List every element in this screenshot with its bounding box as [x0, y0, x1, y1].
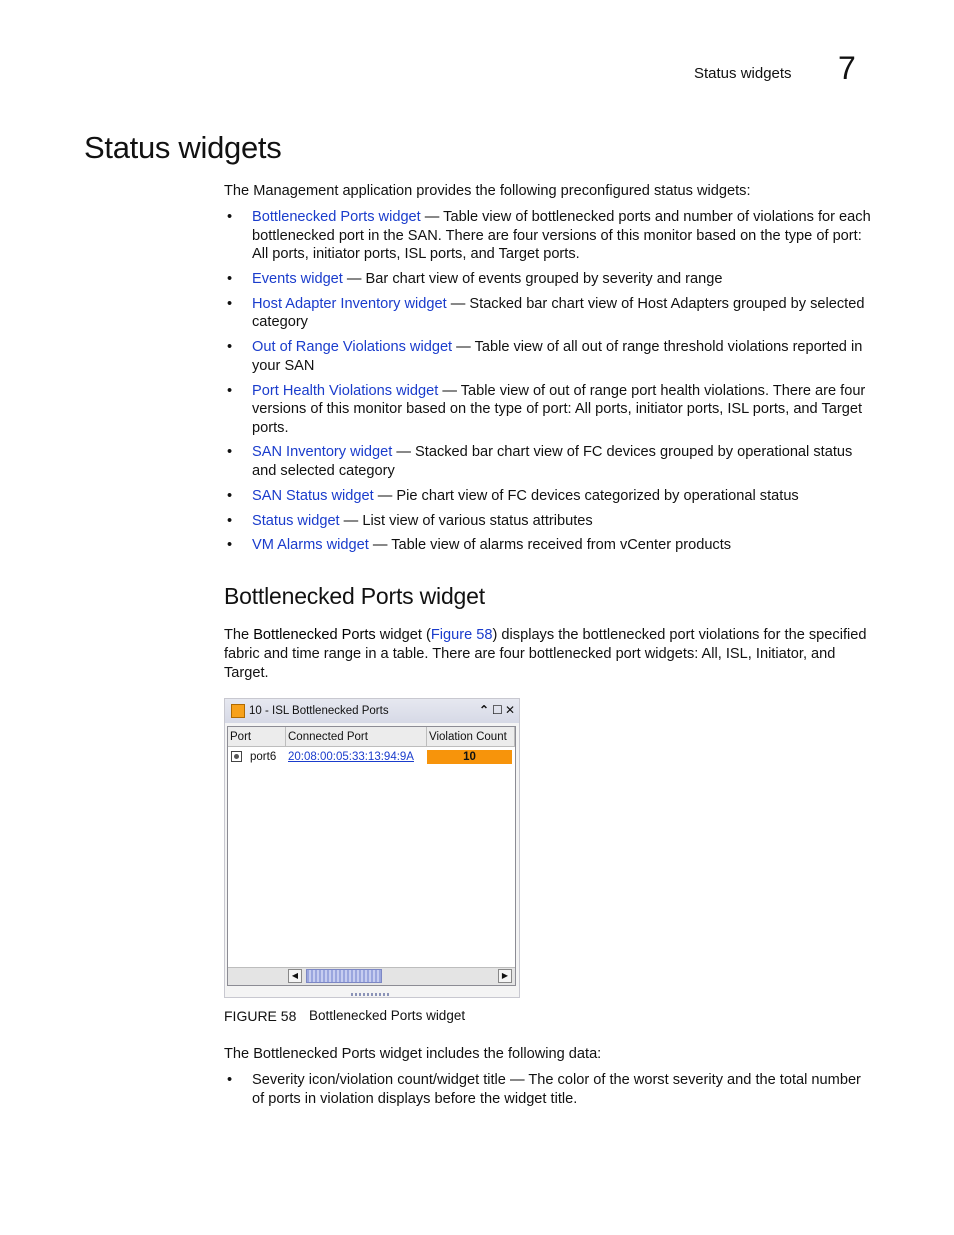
- list-item: • SAN Status widget — Pie chart view of FC devices categorized by operational status: [227, 487, 799, 504]
- violation-count-cell: 10: [427, 750, 512, 764]
- severity-icon: [231, 704, 245, 718]
- running-header-section: Status widgets: [694, 65, 792, 82]
- list-item: • Host Adapter Inventory widget — Stacked bar chart view of Host Adapters grouped by selected category: [227, 295, 865, 331]
- column-header-violation-count[interactable]: Violation Count: [427, 727, 515, 747]
- list-item: • Out of Range Violations widget — Table view of all out of range threshold violations reported in your SAN: [227, 339, 863, 374]
- port-cell: port6: [250, 751, 277, 763]
- list-item: • Status widget — List view of various status attributes: [227, 512, 593, 529]
- page-title: Status widgets: [84, 130, 282, 165]
- list-item: • Port Health Violations widget — Table view of out of range port health violations. There are four versions of this monitor based on the type of port: All ports, initiator ports, ISL ports, and Target ports.: [227, 382, 866, 436]
- collapse-icon[interactable]: ⌃: [479, 703, 490, 717]
- port-icon: [231, 751, 242, 762]
- list-item: • VM Alarms widget — Table view of alarms received from vCenter products: [227, 537, 732, 554]
- widget-title: 10 - ISL Bottlenecked Ports: [249, 705, 389, 717]
- host-adapter-inventory-link[interactable]: Host Adapter Inventory widget: [252, 295, 447, 312]
- vm-alarms-link[interactable]: VM Alarms widget: [252, 537, 369, 554]
- column-header-port[interactable]: Port: [228, 727, 286, 747]
- scroll-left-icon[interactable]: ◀: [288, 969, 302, 983]
- list-item: • Severity icon/violation count/widget title — The color of the worst severity and the total number of ports in violation displays before the widget title.: [227, 1072, 861, 1107]
- close-icon[interactable]: ✕: [505, 703, 516, 717]
- list-item: • Bottlenecked Ports widget — Table view of bottlenecked ports and number of violations for each bottlenecked port in the SAN. There are four versions of this monitor based on the type of port: All ports, initiator ports, ISL ports, and Target ports.: [227, 209, 871, 263]
- figure-number: FIGURE 58: [224, 1008, 297, 1024]
- running-header-chapter-number: 7: [838, 50, 856, 86]
- data-list: [224, 1071, 874, 1109]
- san-inventory-link[interactable]: SAN Inventory widget: [252, 444, 393, 461]
- bottlenecked-ports-widget: [224, 698, 520, 998]
- port-health-violations-link[interactable]: Port Health Violations widget: [252, 382, 439, 399]
- resize-grip-icon[interactable]: [351, 993, 391, 996]
- san-status-link[interactable]: SAN Status widget: [252, 487, 374, 504]
- intro-paragraph: The Management application provides the following preconfigured status widgets:: [224, 183, 751, 199]
- connected-port-link[interactable]: 20:08:00:05:33:13:94:9A: [288, 751, 414, 763]
- figure-58-link[interactable]: Figure 58: [430, 627, 493, 643]
- widget-list: [224, 208, 874, 561]
- column-header-connected-port[interactable]: Connected Port: [286, 727, 427, 747]
- section-heading: Bottlenecked Ports widget: [224, 583, 485, 609]
- section-paragraph: The Bottlenecked Ports widget (Figure 58) displays the bottlenecked port violations for the specified fabric and time range in a table. There are four bottlenecked port widgets: All, ISL, Initiator, and Target.: [224, 627, 867, 681]
- events-widget-link[interactable]: Events widget: [252, 270, 343, 287]
- bottlenecked-ports-link[interactable]: Bottlenecked Ports widget: [252, 209, 421, 225]
- scrollbar-thumb[interactable]: [306, 969, 382, 983]
- list-item: • SAN Inventory widget — Stacked bar chart view of FC devices grouped by operational status and selected category: [227, 444, 853, 480]
- widget-title-bar: [225, 699, 519, 723]
- list-item: • Events widget — Bar chart view of events grouped by severity and range: [227, 270, 723, 287]
- scroll-right-icon[interactable]: ▶: [498, 969, 512, 983]
- horizontal-scrollbar[interactable]: [228, 967, 515, 985]
- out-of-range-violations-link[interactable]: Out of Range Violations widget: [252, 339, 453, 356]
- bottleneck-table: [227, 726, 516, 986]
- data-intro-paragraph: The Bottlenecked Ports widget includes the following data:: [224, 1046, 602, 1062]
- status-widget-link[interactable]: Status widget: [252, 512, 340, 529]
- figure-caption: Bottlenecked Ports widget: [309, 1008, 466, 1023]
- maximize-icon[interactable]: ☐: [492, 703, 503, 717]
